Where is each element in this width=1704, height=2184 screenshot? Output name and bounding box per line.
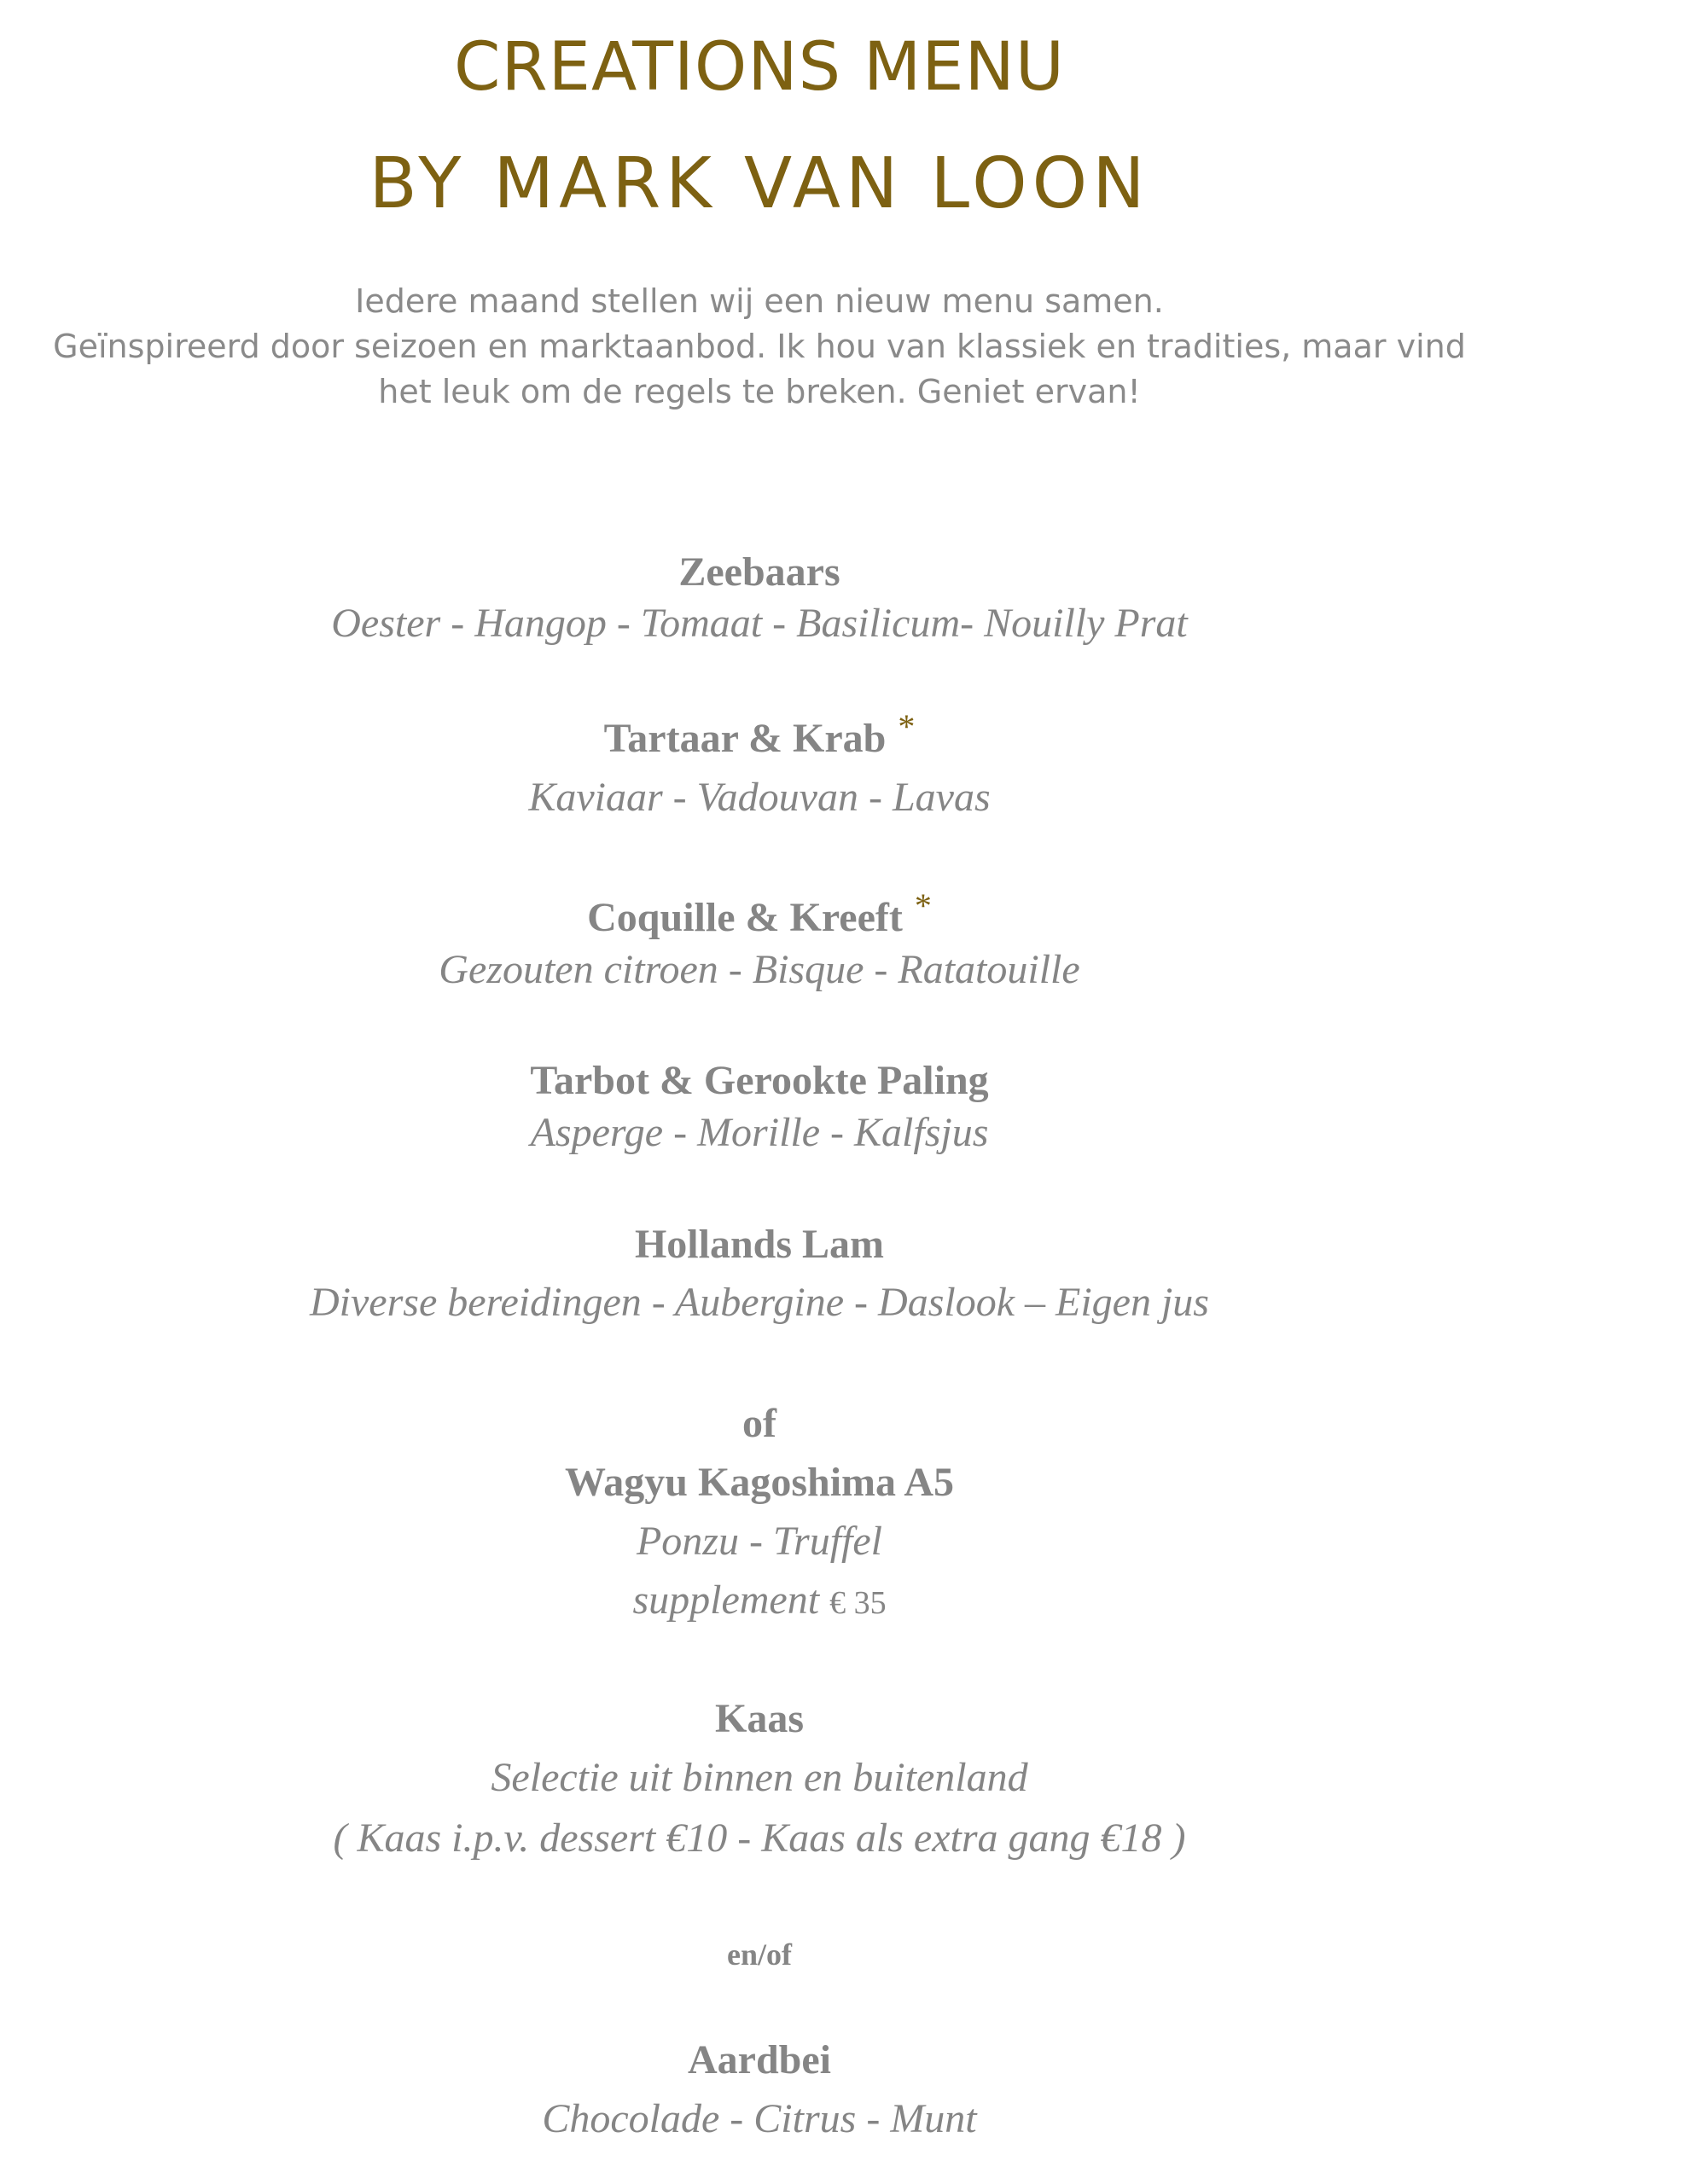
course-name-text: Tartaar & Krab bbox=[603, 716, 887, 761]
course-description-coquille-kreeft: Gezouten citroen - Bisque - Ratatouille bbox=[439, 947, 1080, 992]
course-connector-or: of bbox=[742, 1401, 776, 1446]
menu-title-line-1: CREATIONS MENU bbox=[454, 29, 1065, 106]
course-name-tarbot-paling: Tarbot & Gerookte Paling bbox=[530, 1058, 989, 1103]
menu-title-line-2: BY MARK VAN LOON bbox=[369, 143, 1150, 224]
course-name-coquille-kreeft bbox=[0, 886, 1519, 940]
intro-text bbox=[0, 279, 1519, 415]
course-name-hollands-lam: Hollands Lam bbox=[634, 1222, 885, 1267]
course-name-text: Coquille & Kreeft bbox=[587, 895, 903, 940]
intro-line: Geïnspireerd door seizoen en marktaanbod. Ik hou van klassiek en tradities, maar vind bbox=[53, 328, 1466, 365]
course-supplement-wagyu bbox=[0, 1577, 1519, 1623]
course-name-kaas: Kaas bbox=[714, 1696, 804, 1741]
course-name-aardbei: Aardbei bbox=[688, 2037, 831, 2082]
intro-line: het leuk om de regels te breken. Geniet ervan! bbox=[378, 373, 1141, 410]
course-description-zeebaars: Oester - Hangop - Tomaat - Basilicum- Nouilly Prat bbox=[331, 601, 1188, 646]
course-description-wagyu: Ponzu - Truffel bbox=[636, 1519, 883, 1564]
course-name-zeebaars: Zeebaars bbox=[678, 549, 840, 595]
supplement-price: € 35 bbox=[829, 1585, 887, 1621]
course-marker-asterisk: * bbox=[914, 886, 932, 925]
course-name-tartaar-krab bbox=[0, 707, 1519, 761]
course-description-aardbei: Chocolade - Citrus - Munt bbox=[542, 2096, 977, 2141]
course-description-hollands-lam: Diverse bereidingen - Aubergine - Daslook – Eigen jus bbox=[310, 1280, 1209, 1325]
course-connector-and-or: en/of bbox=[727, 1937, 792, 1972]
course-extra-kaas: ( Kaas i.p.v. dessert €10 - Kaas als extra gang €18 ) bbox=[333, 1815, 1186, 1861]
course-name-wagyu: Wagyu Kagoshima A5 bbox=[564, 1460, 955, 1505]
intro-line: Iedere maand stellen wij een nieuw menu samen. bbox=[355, 282, 1164, 320]
course-description-tarbot-paling: Asperge - Morille - Kalfsjus bbox=[530, 1110, 989, 1155]
course-marker-asterisk: * bbox=[898, 707, 916, 746]
course-description-tartaar-krab: Kaviaar - Vadouvan - Lavas bbox=[528, 775, 991, 820]
supplement-label: supplement bbox=[632, 1577, 820, 1623]
course-description-kaas: Selectie uit binnen en buitenland bbox=[491, 1755, 1028, 1800]
